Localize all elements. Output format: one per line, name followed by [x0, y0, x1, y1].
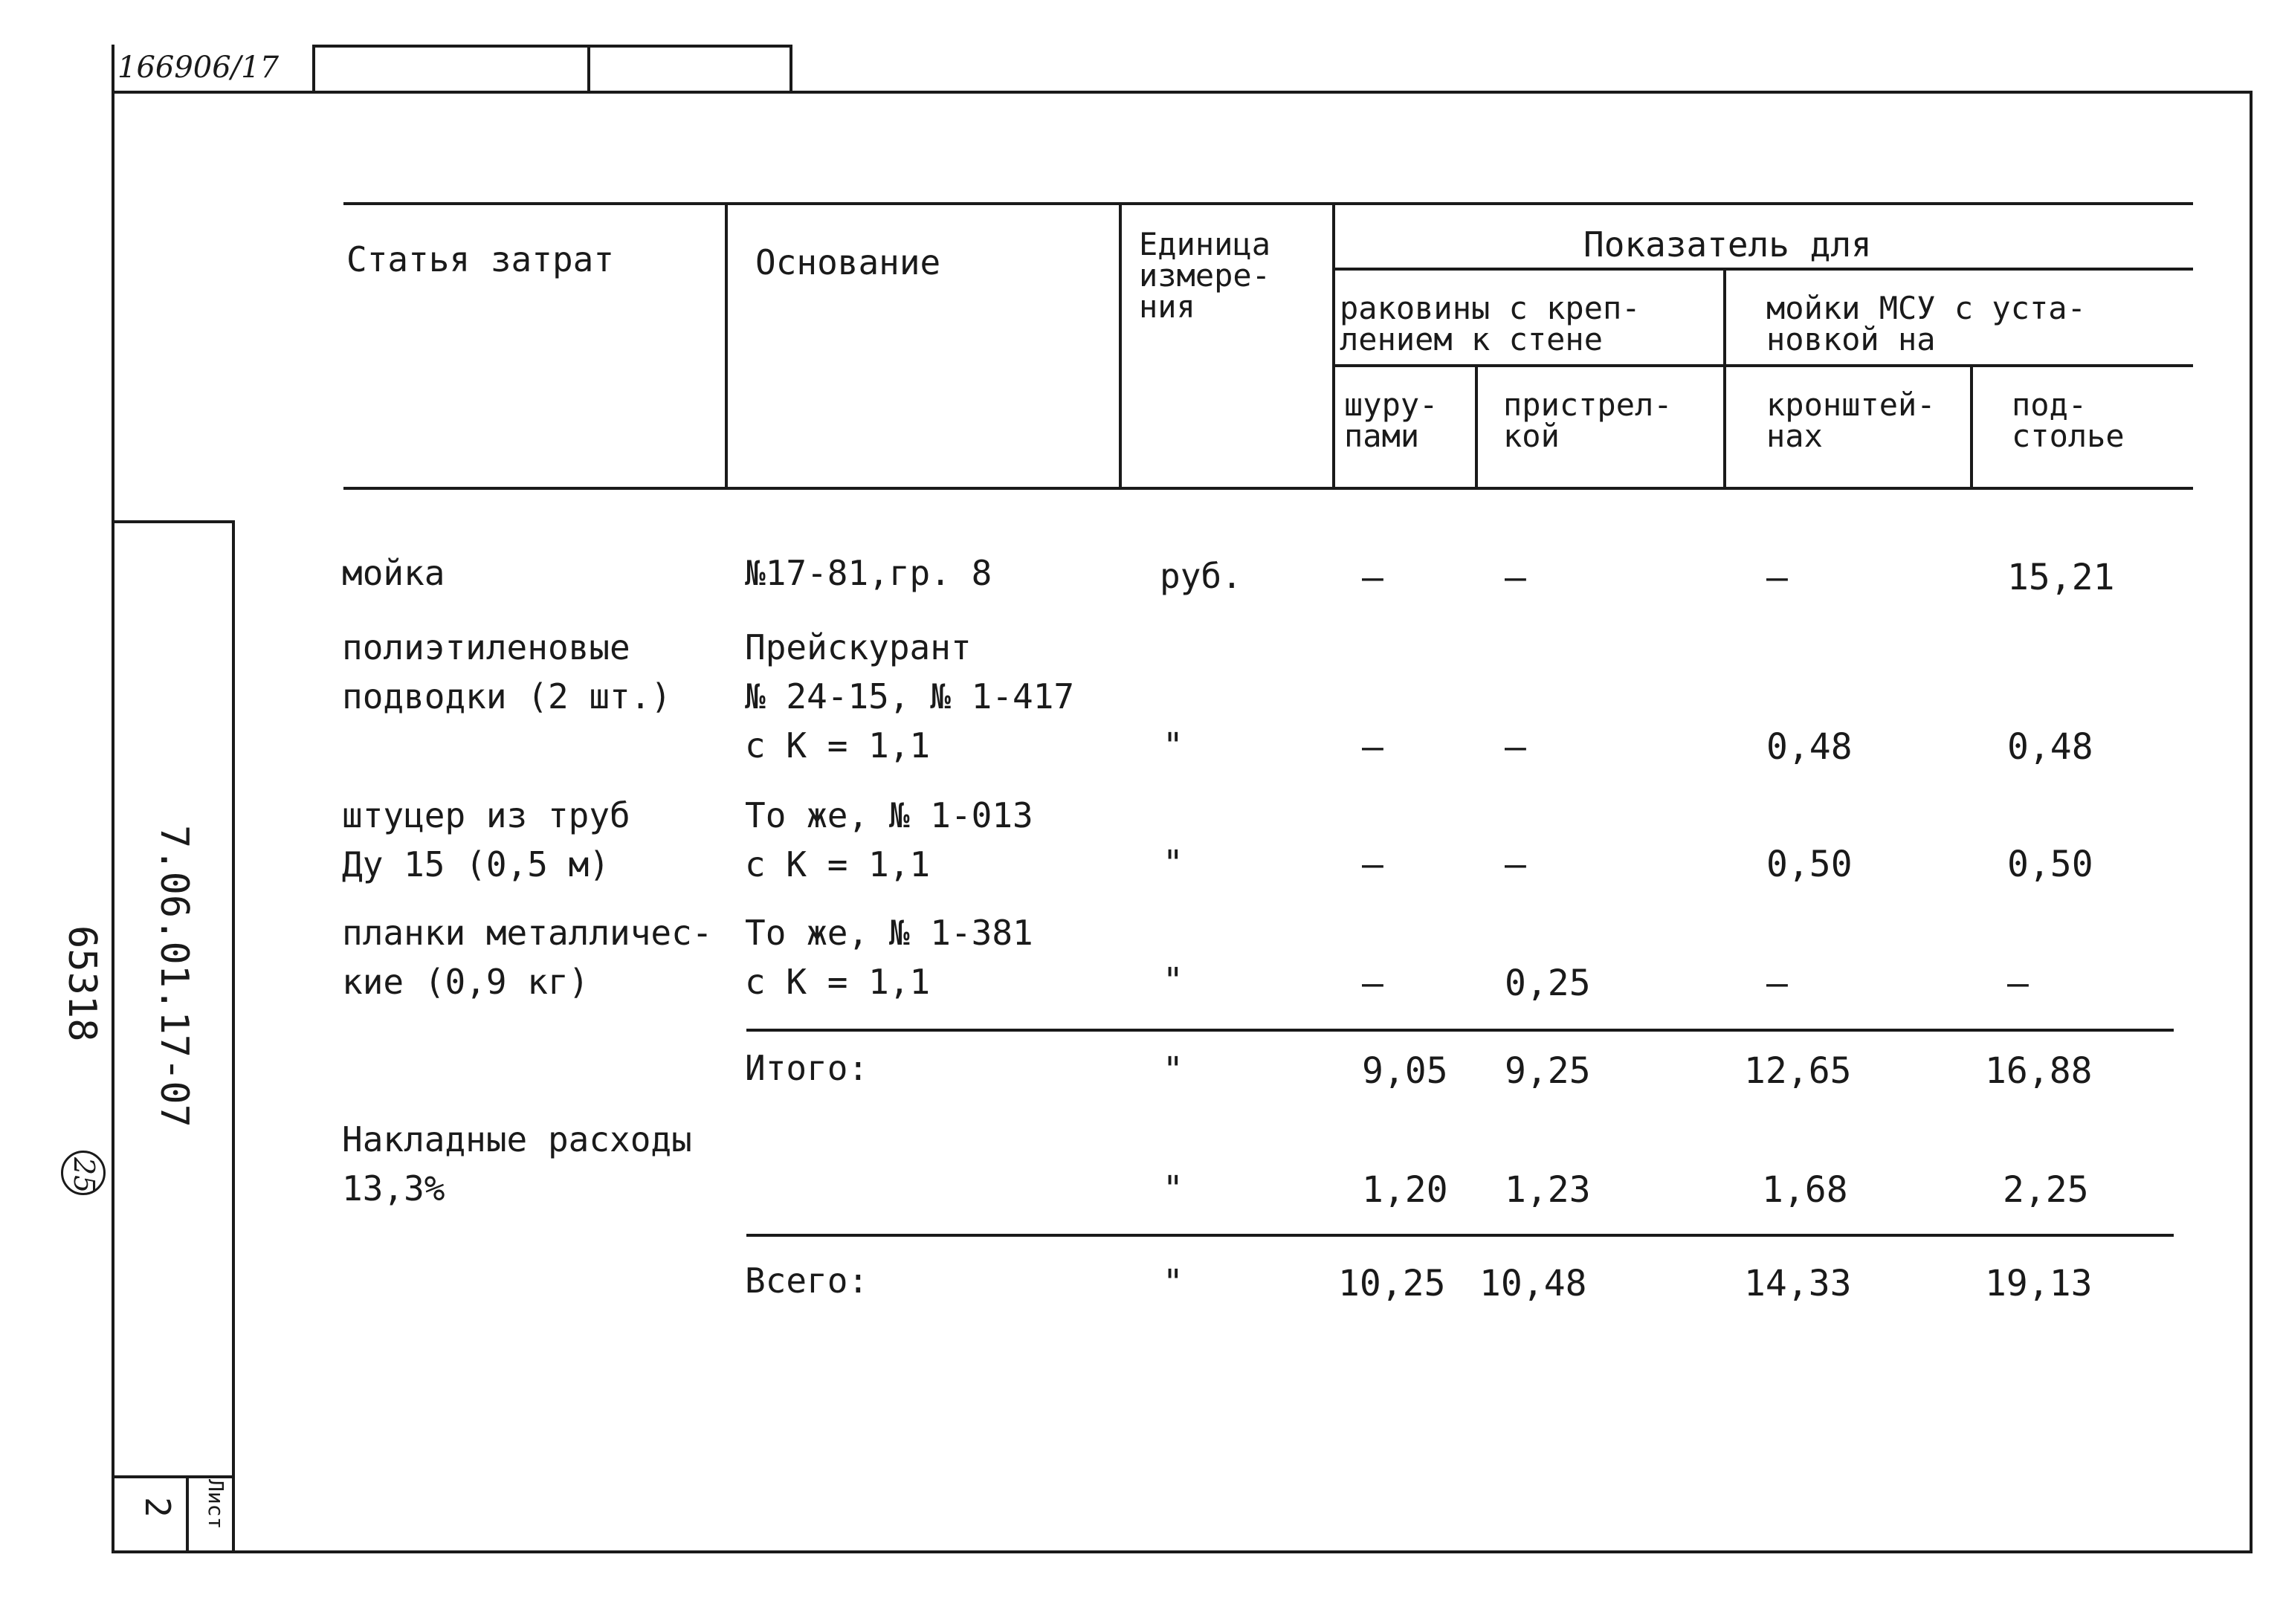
value-pedestal: 19,13 — [1985, 1263, 2093, 1304]
header-indicator-group: Показатель для — [1583, 224, 1872, 265]
row-unit: " — [1163, 960, 1184, 1000]
row-basis: с К = 1,1 — [745, 844, 931, 884]
value-screws: 10,25 — [1338, 1263, 1446, 1304]
value-nailing: – — [1505, 557, 1526, 598]
row-unit: " — [1163, 725, 1184, 766]
value-screws: 9,05 — [1362, 1050, 1448, 1092]
row-basis: с К = 1,1 — [745, 962, 931, 1002]
value-screws: – — [1362, 557, 1383, 598]
total-rule — [746, 1234, 2174, 1237]
value-screws: 1,20 — [1362, 1169, 1448, 1211]
row-unit: " — [1163, 1049, 1184, 1090]
row-item: кие (0,9 кг) — [342, 962, 590, 1002]
top-stamp — [112, 45, 795, 91]
value-nailing: – — [1505, 844, 1526, 885]
frame-right — [2250, 91, 2253, 1553]
row-unit: руб. — [1160, 556, 1242, 596]
frame-top — [112, 91, 2253, 94]
value-brackets: – — [1766, 557, 1788, 598]
value-nailing: 0,25 — [1505, 963, 1591, 1004]
value-brackets: 1,68 — [1762, 1169, 1848, 1211]
circled-number-badge — [61, 1151, 106, 1195]
inventory-number: 65318 — [59, 925, 104, 1042]
value-pedestal: 2,25 — [2003, 1169, 2089, 1211]
row-item: Ду 15 (0,5 м) — [342, 844, 610, 884]
value-nailing: 1,23 — [1505, 1169, 1591, 1211]
value-brackets: 0,50 — [1766, 844, 1853, 885]
row-basis: с К = 1,1 — [745, 725, 931, 766]
value-brackets: 14,33 — [1744, 1263, 1852, 1304]
circled-number: 25 — [68, 1157, 100, 1194]
row-unit: " — [1163, 843, 1184, 883]
row-unit: " — [1163, 1168, 1184, 1209]
row-item: 13,3% — [342, 1168, 445, 1209]
row-item: Накладные расходы — [342, 1119, 692, 1159]
sheet-label: Лист — [204, 1479, 228, 1530]
row-basis: №17-81,гр. 8 — [745, 553, 992, 593]
row-item: полиэтиленовые — [342, 627, 630, 667]
value-screws: – — [1362, 726, 1383, 768]
value-pedestal: 15,21 — [2007, 557, 2115, 598]
row-basis: То же, № 1-381 — [745, 913, 1033, 953]
value-brackets: 0,48 — [1766, 726, 1853, 768]
row-item: мойка — [342, 553, 445, 593]
row-basis: То же, № 1-013 — [745, 795, 1033, 835]
value-nailing: – — [1505, 726, 1526, 768]
header-cost-item: Статья затрат — [346, 239, 615, 279]
header-top-rule — [343, 202, 2193, 205]
value-pedestal: 16,88 — [1985, 1050, 2093, 1092]
row-basis: № 24-15, № 1-417 — [745, 676, 1075, 716]
frame-bottom — [112, 1550, 2253, 1553]
row-item: подводки (2 шт.) — [342, 676, 672, 716]
value-nailing: 10,48 — [1479, 1263, 1587, 1304]
value-pedestal: – — [2007, 963, 2029, 1004]
header-bottom-rule — [343, 487, 2193, 490]
value-screws: – — [1362, 844, 1383, 885]
row-unit: " — [1163, 1262, 1184, 1302]
value-nailing: 9,25 — [1505, 1050, 1591, 1092]
subtotal-rule — [746, 1029, 2174, 1032]
row-item: планки металличес- — [342, 913, 713, 953]
side-code: 7.06.01.17-07 — [152, 825, 196, 1128]
total-label: Всего: — [745, 1261, 869, 1301]
row-basis: Прейскурант — [745, 627, 972, 667]
doc-number: 166906/17 — [117, 51, 280, 85]
header-basis: Основание — [755, 242, 941, 282]
value-brackets: – — [1766, 963, 1788, 1004]
subtotal-label: Итого: — [745, 1048, 869, 1088]
row-item: штуцер из труб — [342, 795, 630, 835]
value-brackets: 12,65 — [1744, 1050, 1852, 1092]
value-pedestal: 0,48 — [2007, 726, 2093, 768]
value-pedestal: 0,50 — [2007, 844, 2093, 885]
sheet-number: 2 — [138, 1497, 178, 1518]
value-screws: – — [1362, 963, 1383, 1004]
